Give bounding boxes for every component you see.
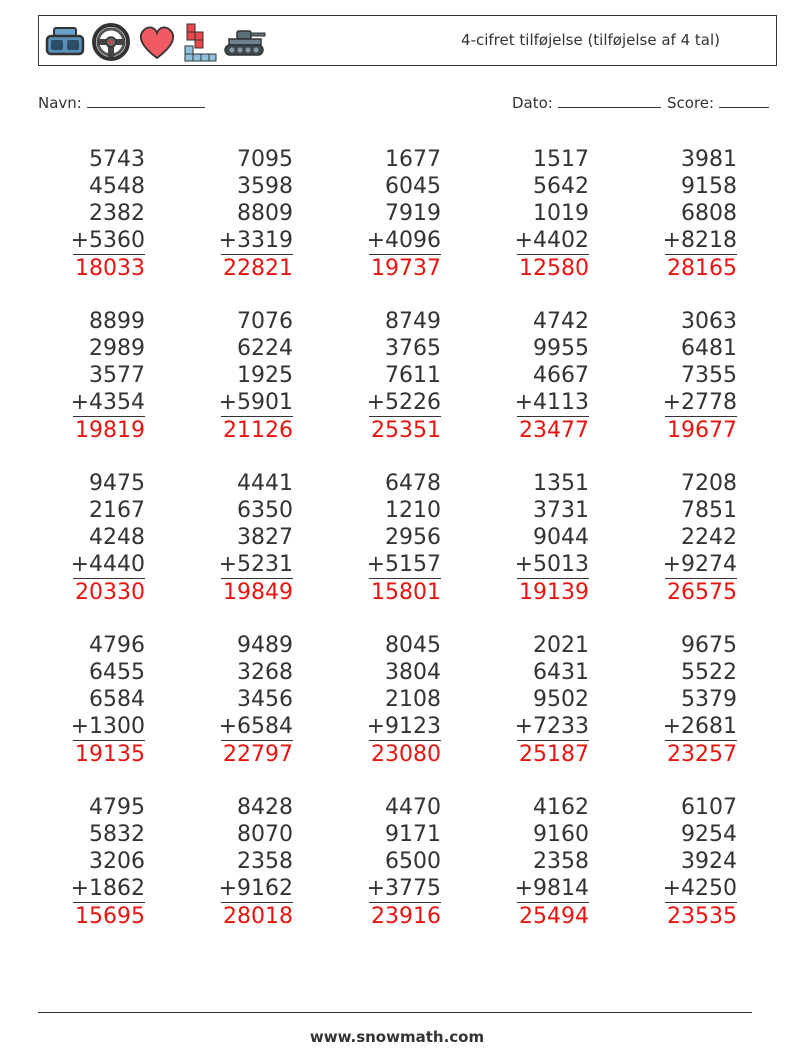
addend: 7919: [385, 201, 441, 226]
problem: [35, 470, 145, 607]
answer: 19819: [75, 418, 145, 443]
addend: 4795: [89, 795, 145, 820]
addend-with-plus: +8218: [662, 228, 737, 253]
addend: 6500: [385, 849, 441, 874]
problem: [35, 308, 145, 445]
addend-with-plus: +5360: [70, 228, 145, 253]
tetris-blocks-icon: [183, 22, 217, 62]
addend: 7851: [681, 498, 737, 523]
addend-with-plus: +4402: [514, 228, 589, 253]
answer: 15801: [371, 580, 441, 605]
answer: 23477: [519, 418, 589, 443]
answer: 25187: [519, 742, 589, 767]
worksheet-title: 4-cifret tilføjelse (tilføjelse af 4 tal): [461, 31, 720, 49]
addend: 9502: [533, 687, 589, 712]
addend: 7076: [237, 309, 293, 334]
footer-site: www.snowmath.com: [309, 1028, 485, 1046]
answer: 23080: [371, 742, 441, 767]
addend: 4548: [89, 174, 145, 199]
problem: [331, 794, 441, 931]
addend-with-plus: +9814: [514, 876, 589, 901]
addend: 7208: [681, 471, 737, 496]
name-line[interactable]: [87, 93, 205, 108]
answer: 23535: [667, 904, 737, 929]
addend-with-plus: +5901: [218, 390, 293, 415]
addend: 3206: [89, 849, 145, 874]
date-label: Dato:: [512, 94, 553, 112]
answer: 22797: [223, 742, 293, 767]
addend-with-plus: +1300: [70, 714, 145, 739]
addend-with-plus: +6584: [218, 714, 293, 739]
addend: 1677: [385, 147, 441, 172]
addend: 5522: [681, 660, 737, 685]
problem: [627, 632, 737, 769]
addend: 5379: [681, 687, 737, 712]
addend: 6478: [385, 471, 441, 496]
problem: [627, 308, 737, 445]
addend-with-plus: +4250: [662, 876, 737, 901]
addend: 8045: [385, 633, 441, 658]
problem: [183, 632, 293, 769]
problem: [627, 146, 737, 283]
addend: 6224: [237, 336, 293, 361]
addend: 9475: [89, 471, 145, 496]
addend: 6481: [681, 336, 737, 361]
addend: 3827: [237, 525, 293, 550]
addend: 8428: [237, 795, 293, 820]
addend-with-plus: +4113: [514, 390, 589, 415]
addend-with-plus: +5013: [514, 552, 589, 577]
problem: [627, 794, 737, 931]
answer: 12580: [519, 256, 589, 281]
addend: 7611: [385, 363, 441, 388]
problem: [183, 470, 293, 607]
addend: 9160: [533, 822, 589, 847]
addend: 8809: [237, 201, 293, 226]
addend-with-plus: +2681: [662, 714, 737, 739]
problem: [183, 308, 293, 445]
addend: 2358: [533, 849, 589, 874]
answer: 18033: [75, 256, 145, 281]
addend: 7095: [237, 147, 293, 172]
addend: 3063: [681, 309, 737, 334]
addend: 3456: [237, 687, 293, 712]
addend: 2242: [681, 525, 737, 550]
addend-with-plus: +4354: [70, 390, 145, 415]
addend: 9171: [385, 822, 441, 847]
addend: 9489: [237, 633, 293, 658]
addend: 6808: [681, 201, 737, 226]
addend: 3765: [385, 336, 441, 361]
answer: 25494: [519, 904, 589, 929]
problem: [35, 794, 145, 931]
addend: 6431: [533, 660, 589, 685]
addend: 1517: [533, 147, 589, 172]
answer: 19139: [519, 580, 589, 605]
problem: [479, 308, 589, 445]
addend: 6045: [385, 174, 441, 199]
answer: 15695: [75, 904, 145, 929]
addend: 1019: [533, 201, 589, 226]
problem: [331, 632, 441, 769]
answer: 23257: [667, 742, 737, 767]
addend: 2021: [533, 633, 589, 658]
addend: 3598: [237, 174, 293, 199]
addend: 4162: [533, 795, 589, 820]
tank-icon: [223, 27, 267, 57]
score-field: [667, 93, 769, 112]
addend: 3924: [681, 849, 737, 874]
date-field: [512, 93, 661, 112]
addend-with-plus: +9274: [662, 552, 737, 577]
addend: 2989: [89, 336, 145, 361]
answer: 25351: [371, 418, 441, 443]
problem: [183, 794, 293, 931]
addend: 9955: [533, 336, 589, 361]
answer: 28018: [223, 904, 293, 929]
answer: 21126: [223, 418, 293, 443]
addend: 1210: [385, 498, 441, 523]
addend: 5642: [533, 174, 589, 199]
addend-with-plus: +9123: [366, 714, 441, 739]
addend: 4248: [89, 525, 145, 550]
addend: 3268: [237, 660, 293, 685]
answer: 19737: [371, 256, 441, 281]
problem: [35, 632, 145, 769]
footer-divider: [38, 1012, 752, 1013]
addend: 3804: [385, 660, 441, 685]
problem: [627, 470, 737, 607]
problem: [331, 146, 441, 283]
addend: 9158: [681, 174, 737, 199]
addend: 2358: [237, 849, 293, 874]
problem: [331, 308, 441, 445]
addend: 4441: [237, 471, 293, 496]
addend: 6107: [681, 795, 737, 820]
name-field: [38, 93, 205, 112]
addend: 5743: [89, 147, 145, 172]
problem: [479, 470, 589, 607]
addend-with-plus: +5157: [366, 552, 441, 577]
answer: 26575: [667, 580, 737, 605]
heart-icon: [137, 23, 177, 61]
addend: 2108: [385, 687, 441, 712]
addend: 2956: [385, 525, 441, 550]
addend: 6584: [89, 687, 145, 712]
addend-with-plus: +7233: [514, 714, 589, 739]
addend: 4667: [533, 363, 589, 388]
score-line[interactable]: [719, 93, 769, 108]
problem: [35, 146, 145, 283]
addend-with-plus: +5226: [366, 390, 441, 415]
addend-with-plus: +3775: [366, 876, 441, 901]
addend: 9044: [533, 525, 589, 550]
addend: 7355: [681, 363, 737, 388]
answer: 22821: [223, 256, 293, 281]
addend-with-plus: +1862: [70, 876, 145, 901]
addend-with-plus: +2778: [662, 390, 737, 415]
addend: 4470: [385, 795, 441, 820]
answer: 20330: [75, 580, 145, 605]
addend: 9254: [681, 822, 737, 847]
answer: 19849: [223, 580, 293, 605]
addend-with-plus: +4096: [366, 228, 441, 253]
addend: 8749: [385, 309, 441, 334]
addend: 9675: [681, 633, 737, 658]
date-line[interactable]: [558, 93, 661, 108]
addend-with-plus: +4440: [70, 552, 145, 577]
addend: 3731: [533, 498, 589, 523]
problem: [479, 632, 589, 769]
addend: 6350: [237, 498, 293, 523]
score-label: Score:: [667, 94, 715, 112]
addend: 1351: [533, 471, 589, 496]
problem: [479, 794, 589, 931]
problem: [183, 146, 293, 283]
addend: 2167: [89, 498, 145, 523]
addend-with-plus: +9162: [218, 876, 293, 901]
vr-headset-icon: [45, 24, 85, 60]
addend: 6455: [89, 660, 145, 685]
addend: 5832: [89, 822, 145, 847]
addend-with-plus: +3319: [218, 228, 293, 253]
header-icons: [45, 22, 267, 62]
answer: 19135: [75, 742, 145, 767]
problem: [331, 470, 441, 607]
answer: 23916: [371, 904, 441, 929]
header-box: [38, 15, 777, 66]
addend: 4742: [533, 309, 589, 334]
addend: 3577: [89, 363, 145, 388]
addend: 4796: [89, 633, 145, 658]
answer: 19677: [667, 418, 737, 443]
addend-with-plus: +5231: [218, 552, 293, 577]
name-label: Navn:: [38, 94, 82, 112]
problem: [479, 146, 589, 283]
addend: 1925: [237, 363, 293, 388]
addend: 8070: [237, 822, 293, 847]
addend: 3981: [681, 147, 737, 172]
steering-wheel-icon: [91, 22, 131, 62]
addend: 8899: [89, 309, 145, 334]
answer: 28165: [667, 256, 737, 281]
addend: 2382: [89, 201, 145, 226]
